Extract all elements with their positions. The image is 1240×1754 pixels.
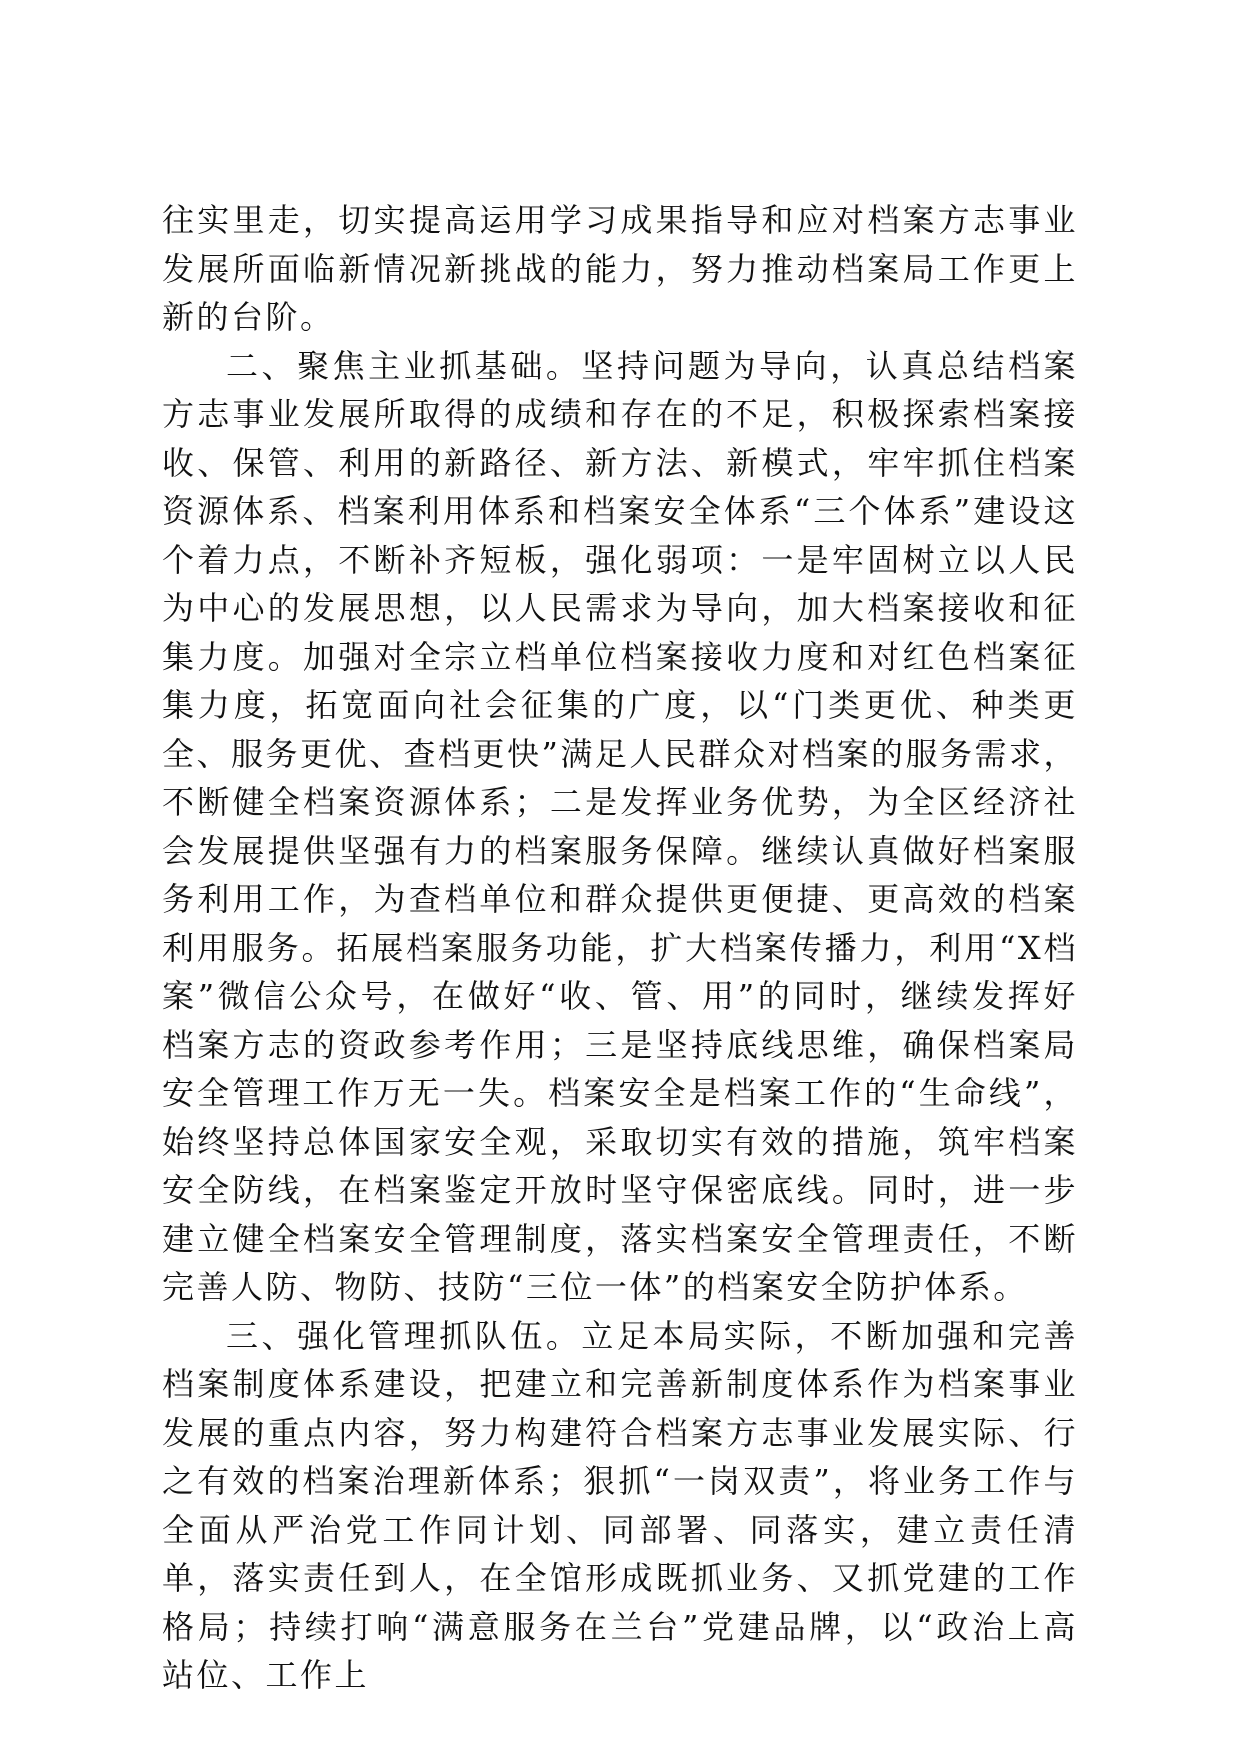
paragraph-section-two: 二、聚焦主业抓基础。坚持问题为导向，认真总结档案方志事业发展所取得的成绩和存在的不足，积极探索档案接收、保管、利用的新路径、新方法、新模式，牢牢抓住档案资源体系、档案利用体系和档案安全体系“三个体系”建设这个着力点，不断补齐短板，强化弱项：一是牢固树立以人民为中心的发展思想，以人民需求为导向，加大档案接收和征集力度。加强对全宗立档单位档案接收力度和对红色档案征集力度，拓宽面向社会征集的广度，以“门类更优、种类更全、服务更优、查档更快”满足人民群众对档案的服务需求，不断健全档案资源体系；二是发挥业务优势，为全区经济社会发展提供坚强有力的档案服务保障。继续认真做好档案服务利用工作，为查档单位和群众提供更便捷、更高效的档案利用服务。拓展档案服务功能，扩大档案传播力，利用“X档案”微信公众号，在做好“收、管、用”的同时，继续发挥好档案方志的资政参考作用；三是坚持底线思维，确保档案局安全管理工作万无一失。档案安全是档案工作的“生命线”，始终坚持总体国家安全观，采取切实有效的措施，筑牢档案安全防线，在档案鉴定开放时坚守保密底线。同时，进一步建立健全档案安全管理制度，落实档案安全管理责任，不断完善人防、物防、技防“三位一体”的档案安全防护体系。 [162,346,1078,1306]
paragraph-section-three: 三、强化管理抓队伍。立足本局实际，不断加强和完善档案制度体系建设，把建立和完善新制度体系作为档案事业发展的重点内容，努力构建符合档案方志事业发展实际、行之有效的档案治理新体系；狠抓“一岗双责”，将业务工作与全面从严治党工作同计划、同部署、同落实，建立责任清单，落实责任到人，在全馆形成既抓业务、又抓党建的工作格局；持续打响“满意服务在兰台”党建品牌，以“政治上高站位、工作上 [162,1316,1078,1694]
paragraph-continuation: 往实里走，切实提高运用学习成果指导和应对档案方志事业发展所面临新情况新挑战的能力，努力推动档案局工作更上新的台阶。 [162,201,1078,336]
body-text [162,196,1078,1700]
